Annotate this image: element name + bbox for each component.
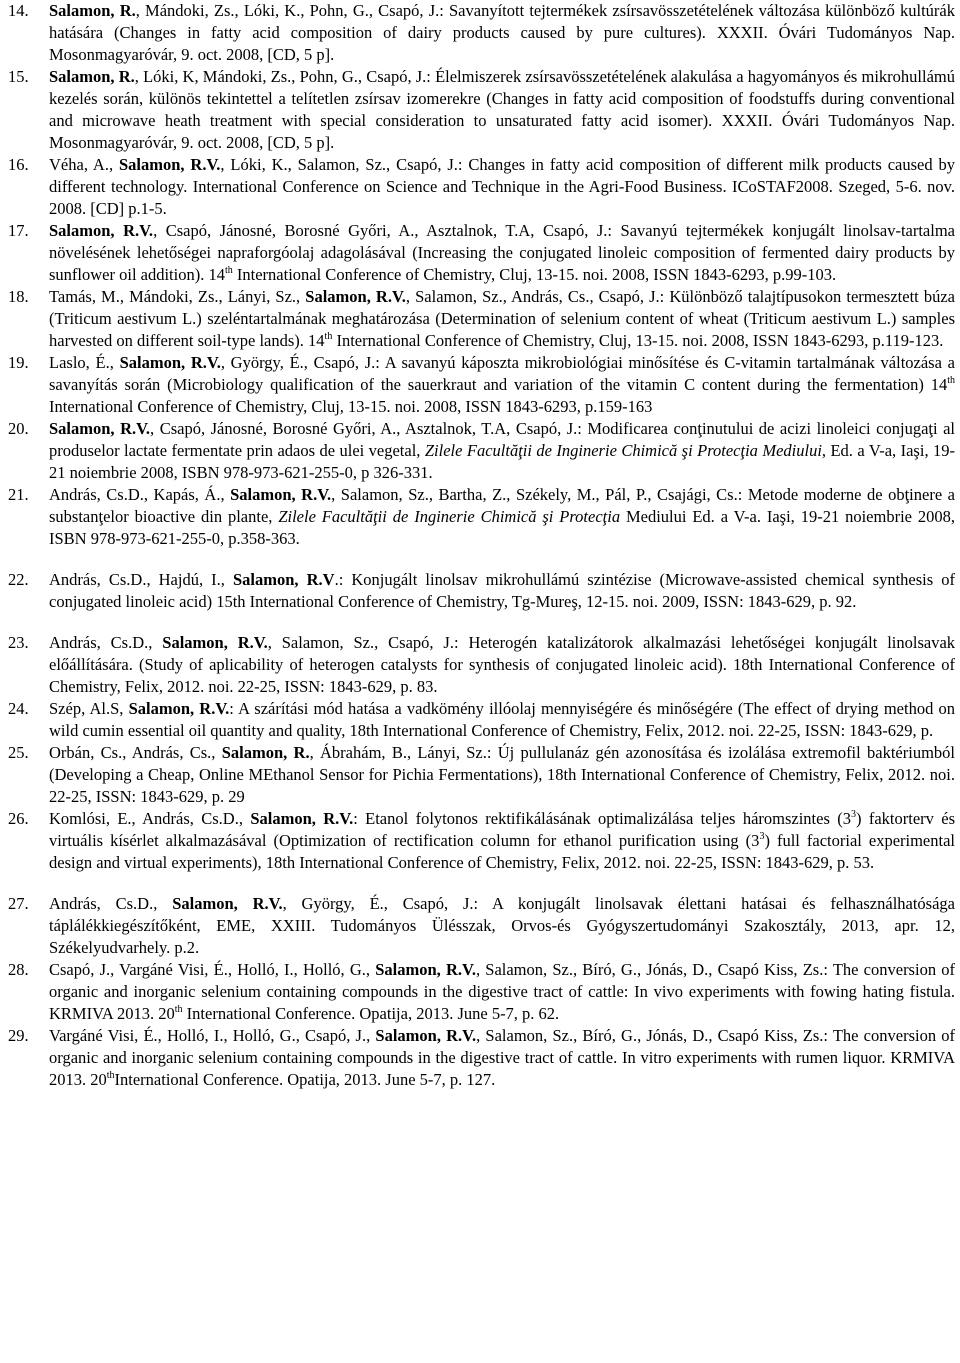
reference-segment: András, Cs.D., Hajdú, I., (49, 570, 233, 589)
reference-segment: , Mándoki, Zs., Lóki, K., Pohn, G., Csapó, J.: Savanyított tejtermékek zsírsavösszetételének változása különböző kultúrák hatására (Changes in fatty acid composition of dairy products caused by pure cultures). XXXII. Óvári Tudományos Nap. Mosonmagyaróvár, 9. oct. 2008, [CD, 5 p]. (49, 1, 955, 64)
reference-entry (8, 352, 955, 418)
reference-number: 17. (8, 221, 29, 240)
reference-number: 22. (8, 570, 29, 589)
author-highlight: Salamon, R.V. (375, 960, 476, 979)
reference-text (49, 286, 955, 352)
author-highlight: Salamon, R.V. (375, 1026, 477, 1045)
reference-number: 14. (8, 1, 29, 20)
reference-text (49, 742, 955, 808)
reference-entry (8, 959, 955, 1025)
author-highlight: Salamon, R. (221, 743, 310, 762)
author-highlight: Salamon, R.V. (250, 809, 354, 828)
reference-number: 19. (8, 353, 29, 372)
reference-segment: Orbán, Cs., András, Cs., (49, 743, 222, 762)
reference-text (49, 154, 955, 220)
reference-segment: András, Cs.D., Kapás, Á., (49, 485, 231, 504)
reference-entry (8, 808, 955, 874)
reference-segment: András, Cs.D., (49, 633, 163, 652)
superscript: th (224, 265, 233, 276)
reference-entry (8, 0, 955, 66)
reference-text (49, 1025, 955, 1091)
author-highlight: Salamon, R.V. (119, 353, 221, 372)
reference-text (49, 959, 955, 1025)
reference-segment: ) faktorterv és virtuális kísérlet alkalmazásával (Optimization of rectification column for ethanol purification using (3 (49, 809, 955, 850)
reference-entry (8, 742, 955, 808)
reference-segment: , Ed. a V-a, Iaşi, 19-21 noiembrie 2008, ISBN 978-973-621-255-0, p 326-331. (49, 441, 955, 482)
reference-entry (8, 66, 955, 154)
reference-segment: International Conference of Chemistry, Cluj, 13-15. noi. 2008, ISSN 1843-6293, p.159-163 (49, 397, 653, 416)
reference-segment: Véha, A., (49, 155, 119, 174)
reference-segment: , Salamon, Sz., András, Cs., Csapó, J.: Különböző talajtípusokon termesztett búza (Triticum aestivum L.) szeléntartalmának meghatározása (Determination of selenium content of wheat (Triticum aestivum L.) samples harvested on different soil-type lands). 14 (49, 287, 955, 350)
reference-entry (8, 1025, 955, 1091)
author-highlight: Salamon, R.V. (162, 633, 268, 652)
reference-segment: , Lóki, K., Salamon, Sz., Csapó, J.: Changes in fatty acid composition of different milk products caused by different technology. International Conference on Science and Technique in the Agri-Food Business. ICoSTAF2008. Szeged, 5-6. nov. 2008. [CD] p.1-5. (49, 155, 955, 218)
reference-entry (8, 698, 955, 742)
reference-entry (8, 893, 955, 959)
reference-segment: , Ábrahám, B., Lányi, Sz.: Új pullulanáz gén azonosítása és izolálása extremofil baktériumból (Developing a Cheap, Online MEthanol Sensor for Pichia Fermentations), 18th International Conference of Chemistry, Felix, 2012. noi. 22-25, ISSN: 1843-629, p. 29 (49, 743, 955, 806)
reference-text (49, 66, 955, 154)
author-highlight: Salamon, R.V. (49, 221, 154, 240)
author-highlight: Salamon, R. (49, 67, 135, 86)
reference-text (49, 418, 955, 484)
reference-segment: Csapó, J., Vargáné Visi, É., Holló, I., Holló, G., (49, 960, 376, 979)
reference-text (49, 220, 955, 286)
reference-segment: Mediului Ed. a V-a. Iaşi, 19-21 noiembrie 2008, ISBN 978-973-621-255-0, p.358-363. (49, 507, 955, 548)
reference-entry (8, 220, 955, 286)
reference-text (49, 698, 955, 742)
superscript: th (947, 375, 955, 386)
italic-title: Zilele Facultăţii de Inginerie Chimică şi Protecţia (278, 507, 621, 526)
reference-number: 27. (8, 894, 29, 913)
reference-number: 20. (8, 419, 29, 438)
reference-number: 21. (8, 485, 29, 504)
reference-segment: : A szárítási mód hatása a vadkömény illóolaj mennyiségére és minőségére (The effect of drying method on wild cumin essential oil quantity and quality, 18th International Conference of Chemistry, Felix, 2012. noi. 22-25, ISSN: 1843-629, p. (49, 699, 955, 740)
reference-entry (8, 632, 955, 698)
reference-segment: Komlósi, E., András, Cs.D., (49, 809, 251, 828)
reference-number: 24. (8, 699, 29, 718)
reference-text (49, 0, 955, 66)
reference-segment: ) full factorial experimental design and virtual experiments), 18th International Conference of Chemistry, Felix, 2012. noi. 22-25, ISSN: 1843-629, p. 53. (49, 831, 955, 872)
reference-number: 16. (8, 155, 29, 174)
author-highlight: Salamon, R.V (232, 570, 335, 589)
reference-text (49, 569, 955, 613)
superscript: th (106, 1070, 115, 1081)
reference-segment: , Salamon, Sz., Bartha, Z., Székely, M., Pál, P., Csajági, Cs.: Metode moderne de obţinere a substanţelor bioactive din plante, (49, 485, 956, 526)
reference-segment: Laslo, É., (49, 353, 120, 372)
reference-number: 26. (8, 809, 29, 828)
reference-text (49, 484, 955, 550)
reference-text (49, 808, 955, 874)
reference-text (49, 893, 955, 959)
reference-segment: , Lóki, K, Mándoki, Zs., Pohn, G., Csapó, J.: Élelmiszerek zsírsavösszetételének alakulása a hagyományos és mikrohullámú kezelés során, különös tekintettel a telítetlen zsírsav izomerekre (Changes in fatty acid composition of foodstuffs during conventional and microwave heath treatment with special consideration to unsaturated fatty acid isomer). XXXII. Óvári Tudományos Nap. Mosonmagyaróvár, 9. oct. 2008, [CD, 5 p]. (49, 67, 955, 152)
reference-segment: .: Konjugált linolsav mikrohullámú szintézise (Microwave-assisted chemical synthesis of conjugated linoleic acid) 15th International Conference of Chemistry, Tg-Mureş, 12-15. noi. 2009, ISSN: 1843-629, p. 92. (49, 570, 955, 611)
reference-segment: International Conference of Chemistry, Cluj, 13-15. noi. 2008, ISSN 1843-6293, p.119-123. (332, 331, 944, 350)
reference-entry (8, 286, 955, 352)
reference-segment: , György, É., Csapó, J.: A konjugált linolsavak élettani hatásai és felhasználhatósága táplálékkiegészítőként, EME, XXIII. Tudományos Ülésszak, Orvos-és Gyógyszertudományi Szakosztály, 2013, apr. 12, Székelyudvarhely. p.2. (49, 894, 956, 957)
author-highlight: Salamon, R.V. (118, 155, 221, 174)
reference-text (49, 352, 955, 418)
superscript: th (324, 331, 333, 342)
reference-segment: , Csapó, Jánosné, Borosné Győri, A., Asztalnok, T.A, Csapó, J.: Modificarea conţinutului de acizi linoleici conjugaţi al produselor lactate fermentate prin adaos de ulei vegetal, (49, 419, 955, 460)
italic-title: Zilele Facultăţii de Inginerie Chimică şi Protecţia Mediului (424, 441, 822, 460)
reference-segment: International Conference. Opatija, 2013. June 5-7, p. 127. (114, 1070, 496, 1089)
author-highlight: Salamon, R.V. (128, 699, 230, 718)
superscript: 3 (759, 831, 765, 842)
reference-segment: , Csapó, Jánosné, Borosné Győri, A., Asztalnok, T.A, Csapó, J.: Savanyú tejtermékek konjugált linolsav-tartalma növelésének lehetőségei napraforgóolaj adagolásával (Increasing the conjugated linoleic composition of fermented dairy products by sunflower oil addition). 14 (49, 221, 955, 284)
reference-entry (8, 484, 955, 550)
reference-number: 25. (8, 743, 29, 762)
reference-entry (8, 569, 955, 613)
reference-entry (8, 154, 955, 220)
author-highlight: Salamon, R.V. (305, 287, 406, 306)
reference-segment: , György, É., Csapó, J.: A savanyú káposzta mikrobiológiai minősítése és C-vitamin tartalmának változása a savanyítás során (Microbiology qualification of the sauerkraut and variation of the vitamin C content during the fermentation) 14 (49, 353, 955, 394)
reference-list (8, 0, 955, 1091)
reference-segment: Szép, Al.S, (49, 699, 129, 718)
reference-number: 15. (8, 67, 29, 86)
reference-segment: Tamás, M., Mándoki, Zs., Lányi, Sz., (49, 287, 306, 306)
reference-segment: , Salamon, Sz., Bíró, G., Jónás, D., Csapó Kiss, Zs.: The conversion of organic and inorganic selenium containing compounds in the digestive tract of cattle: In vivo experiments with fowing hating fistula. KRMIVA 2013. 20 (49, 960, 956, 1023)
reference-segment: , Salamon, Sz., Bíró, G., Jónás, D., Csapó Kiss, Zs.: The conversion of organic and inorganic selenium containing compounds in the digestive tract of cattle. In vitro experiments with rumen liquor. KRMIVA 2013. 20 (49, 1026, 955, 1089)
superscript: 3 (850, 809, 856, 820)
author-highlight: Salamon, R.V. (49, 419, 151, 438)
reference-segment: , Salamon, Sz., Csapó, J.: Heterogén katalizátorok alkalmazási lehetőségei konjugált linolsavak előállítására. (Study of aplicability of heterogen catalysts for synthesis of conjugated linoleic acid). 18th International Conference of Chemistry, Felix, 2012. noi. 22-25, ISSN: 1843-629, p. 83. (49, 633, 956, 696)
reference-entry (8, 418, 955, 484)
reference-number: 29. (8, 1026, 29, 1045)
superscript: th (174, 1004, 183, 1015)
reference-text (49, 632, 955, 698)
reference-segment: Vargáné Visi, É., Holló, I., Holló, G., Csapó, J., (49, 1026, 376, 1045)
author-highlight: Salamon, R. (49, 1, 136, 20)
reference-number: 28. (8, 960, 29, 979)
reference-number: 23. (8, 633, 29, 652)
reference-segment: András, Cs.D., (49, 894, 173, 913)
author-highlight: Salamon, R.V. (230, 485, 332, 504)
reference-segment: : Etanol folytonos rektifikálásának optimalizálása teljes háromszintes (3 (353, 809, 851, 828)
reference-number: 18. (8, 287, 29, 306)
reference-segment: International Conference of Chemistry, Cluj, 13-15. noi. 2008, ISSN 1843-6293, p.99-103. (232, 265, 837, 284)
author-highlight: Salamon, R.V. (172, 894, 283, 913)
reference-segment: International Conference. Opatija, 2013. June 5-7, p. 62. (182, 1004, 560, 1023)
